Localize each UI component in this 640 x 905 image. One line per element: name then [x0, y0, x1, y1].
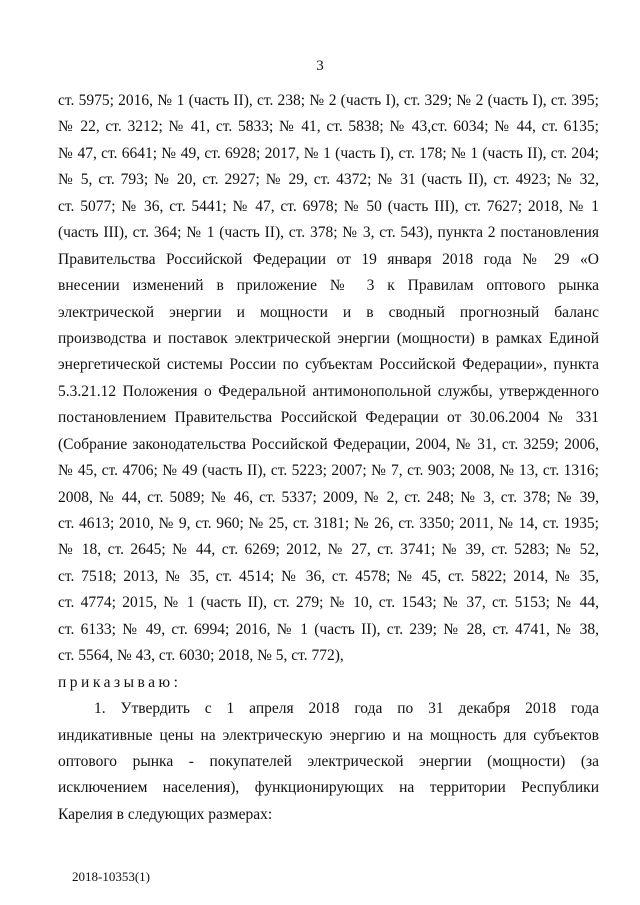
body-line: 2008, № 44, ст. 5089; № 46, ст. 5337; 2009, № 2, ст. 248; № 3, ст. 378; № 39,: [58, 488, 599, 506]
body-line: № 45, ст. 4706; № 49 (часть II), ст. 5223; 2007; № 7, ст. 903; 2008, № 13, ст. 1316;: [58, 462, 599, 480]
body-line: ст. 6133; № 49, ст. 6994; 2016, № 1 (часть II), ст. 239; № 28, ст. 4741, № 38,: [58, 620, 599, 638]
body-line: ст. 5077; № 36, ст. 5441; № 47, ст. 6978; № 50 (часть III), ст. 7627; 2018, № 1: [58, 197, 599, 215]
body-line: ст. 7518; 2013, № 35, ст. 4514; № 36, ст. 4578; № 45, ст. 5822; 2014, № 35,: [58, 567, 599, 585]
page-number: 3: [316, 58, 324, 74]
body-line: № 5, ст. 793; № 20, ст. 2927; № 29, ст. 4372; № 31 (часть II), ст. 4923; № 32,: [58, 171, 599, 189]
item-line: Карелия в следующих размерах:: [58, 805, 273, 823]
body-line: № 18, ст. 2645; № 44, ст. 6269; 2012, № 27, ст. 3741; № 39, ст. 5283; № 52,: [58, 541, 599, 559]
item-line: оптового рынка - покупателей электрической энергии (мощности) (за: [58, 752, 599, 770]
document-body: [58, 88, 599, 828]
body-line: ст. 5975; 2016, № 1 (часть II), ст. 238; № 2 (часть I), ст. 329; № 2 (часть I), ст. 395;: [58, 92, 599, 109]
body-line: внесении изменений в приложение № 3 к Правилам оптового рынка: [58, 277, 599, 295]
body-line: № 22, ст. 3212; № 41, ст. 5833; № 41, ст. 5838; № 43,ст. 6034; № 44, ст. 6135;: [58, 118, 599, 136]
body-line: электрической энергии и мощности и в сводный прогнозный баланс: [58, 303, 599, 321]
body-line: постановлением Правительства Российской Федерации от 30.06.2004 № 331: [58, 409, 599, 427]
order-word: приказываю:: [58, 673, 182, 691]
body-line: Правительства Российской Федерации от 19 января 2018 года № 29 «О: [58, 250, 599, 268]
item-line: исключением населения), функционирующих на территории Республики: [58, 779, 599, 797]
body-line: (Собрание законодательства Российской Федерации, 2004, № 31, ст. 3259; 2006,: [58, 435, 599, 453]
body-line: ст. 4774; 2015, № 1 (часть II), ст. 279; № 10, ст. 1543; № 37, ст. 5153; № 44,: [58, 594, 599, 612]
item-line: индикативные цены на электрическую энергию и на мощность для субъектов: [58, 726, 599, 744]
item-line: 1. Утвердить с 1 апреля 2018 года по 31 декабря 2018 года: [94, 700, 599, 718]
document-number: 2018-10353(1): [72, 869, 150, 884]
body-line: (часть III), ст. 364; № 1 (часть II), ст. 378; № 3, ст. 543), пункта 2 постановления: [58, 224, 599, 242]
body-line: ст. 5564, № 43, ст. 6030; 2018, № 5, ст. 772),: [58, 647, 344, 665]
body-line: 5.3.21.12 Положения о Федеральной антимонопольной службы, утвержденного: [58, 382, 599, 400]
body-line: производства и поставок электрической энергии (мощности) в рамках Единой: [58, 329, 599, 347]
body-line: энергетической системы России по субъектам Российской Федерации», пункта: [58, 356, 599, 374]
body-line: ст. 4613; 2010, № 9, ст. 960; № 25, ст. 3181; № 26, ст. 3350; 2011, № 14, ст. 1935;: [58, 515, 599, 532]
body-line: № 47, ст. 6641; № 49, ст. 6928; 2017, № 1 (часть I), ст. 178; № 1 (часть II), ст. 204;: [58, 144, 599, 162]
